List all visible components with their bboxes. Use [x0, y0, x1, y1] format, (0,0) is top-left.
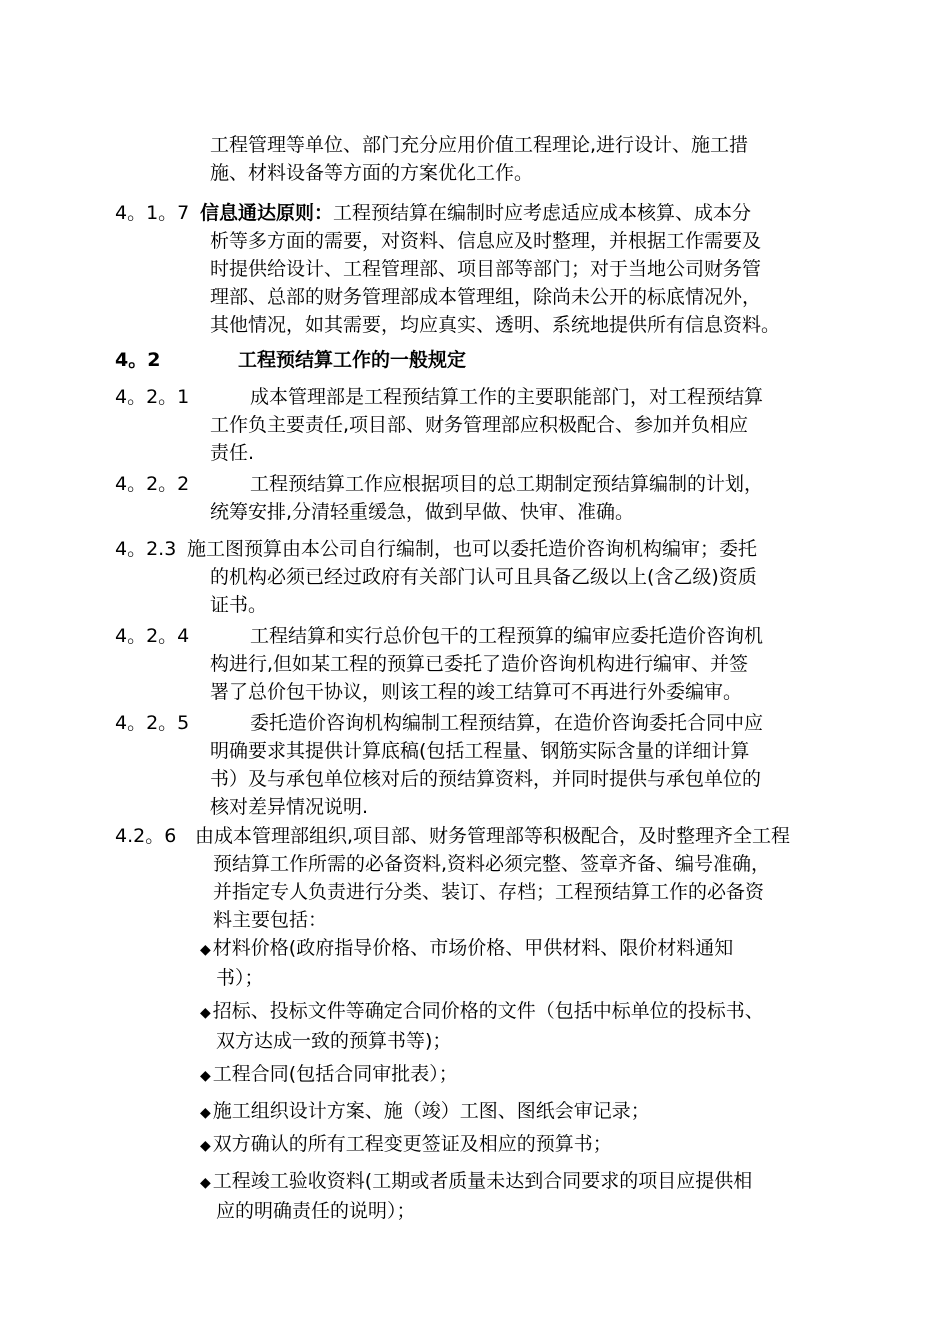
clause-4-2-6-body — [213, 850, 770, 934]
bullet-item-change-orders — [200, 1130, 612, 1160]
text-line: 由成本管理部组织,项目部、财务管理部等积极配合，及时整理齐全工程 — [195, 825, 791, 847]
text-line: 其他情况，如其需要，均应真实、透明、系统地提供所有信息资料。 — [210, 314, 781, 336]
text-line: 理部、总部的财务管理部成本管理组，除尚未公开的标底情况外， — [210, 286, 762, 308]
text-line: 工程预结算在编制时应考虑适应成本核算、成本分 — [333, 202, 752, 224]
text-line: 工程结算和实行总价包干的工程预算的编审应委托造价咨询机 — [250, 625, 764, 647]
intro-paragraph — [210, 131, 748, 187]
text-line: 责任. — [210, 442, 255, 464]
clause-number-4-1-7: 4。1。7 — [115, 202, 190, 224]
clause-number-4-2-3: 4。2.3 — [115, 538, 177, 560]
clause-4-1-7-first-line — [200, 199, 751, 227]
text-line: 施、材料设备等方面的方案优化工作。 — [210, 162, 534, 184]
text-line: 施工图预算由本公司自行编制，也可以委托造价咨询机构编审；委托 — [187, 538, 758, 560]
diamond-bullet-icon: ◆ — [200, 1175, 211, 1191]
clause-4-2-2-first-line — [250, 470, 763, 498]
diamond-bullet-icon: ◆ — [200, 1005, 211, 1021]
bullet-item-contract — [200, 1060, 458, 1090]
clause-4-2-4-first-line — [250, 622, 763, 650]
clause-number-4-2-2: 4。2。2 — [115, 473, 190, 495]
bullet-item-material-prices — [200, 934, 733, 992]
clause-4-2-5-body — [210, 737, 761, 821]
text-line: 双方达成一致的预算书等)； — [216, 1030, 452, 1052]
bullet-item-construction-plan — [200, 1097, 650, 1127]
text-line: 书）及与承包单位核对后的预结算资料，并同时提供与承包单位的 — [210, 768, 762, 790]
text-line: 料主要包括： — [213, 909, 328, 931]
clause-4-2-1-first-line — [250, 383, 763, 411]
clause-number-4-2-1: 4。2。1 — [115, 386, 190, 408]
clause-4-2-3-first-line — [187, 535, 757, 563]
text-line: 明确要求其提供计算底稿(包括工程量、钢筋实际含量的详细计算 — [210, 740, 750, 762]
text-line: 统筹安排,分清轻重缓急，做到早做、快审、准确。 — [210, 501, 635, 523]
text-line: 书）； — [216, 967, 264, 989]
text-line: 证书。 — [210, 594, 268, 616]
text-line: 工程管理等单位、部门充分应用价值工程理论,进行设计、施工措 — [210, 134, 749, 156]
clause-number-4-2-6: 4.2。6 — [115, 825, 177, 847]
text-line: 工程合同(包括合同审批表）； — [212, 1063, 458, 1085]
diamond-bullet-icon: ◆ — [200, 1105, 211, 1121]
section-heading: 工程预结算工作的一般规定 — [238, 349, 467, 371]
text-line: 并指定专人负责进行分类、装订、存档；工程预结算工作的必备资 — [213, 881, 765, 903]
clause-4-2-4-body — [210, 650, 748, 706]
diamond-bullet-icon: ◆ — [200, 1068, 211, 1084]
clause-number-4-2-4: 4。2。4 — [115, 625, 190, 647]
clause-4-1-7-body — [210, 227, 780, 339]
bullet-item-acceptance-records — [200, 1167, 752, 1225]
clause-4-2-5-first-line — [250, 709, 763, 737]
text-line: 的机构必须已经过政府有关部门认可且具备乙级以上(含乙级)资质 — [210, 566, 757, 588]
text-line: 应的明确责任的说明）； — [216, 1200, 416, 1222]
text-line: 析等多方面的需要，对资料、信息应及时整理，并根据工作需要及 — [210, 230, 762, 252]
text-line: 工程竣工验收资料(工期或者质量未达到合同要求的项目应提供相 — [212, 1170, 753, 1192]
text-line: 委托造价咨询机构编制工程预结算，在造价咨询委托合同中应 — [250, 712, 764, 734]
text-line: 署了总价包干协议，则该工程的竣工结算可不再进行外委编审。 — [210, 681, 743, 703]
clause-4-2-1-body — [210, 411, 748, 467]
clause-4-2-6-first-line — [195, 822, 790, 850]
clause-title: 信息通达原则： — [200, 202, 334, 224]
clause-number-4-2-5: 4。2。5 — [115, 712, 190, 734]
text-line: 施工组织设计方案、施（竣）工图、图纸会审记录； — [212, 1100, 650, 1122]
text-line: 核对差异情况说明. — [210, 796, 369, 818]
text-line: 材料价格(政府指导价格、市场价格、甲供材料、限价材料通知 — [212, 937, 734, 959]
text-line: 招标、投标文件等确定合同价格的文件（包括中标单位的投标书、 — [212, 1000, 764, 1022]
text-line: 构进行,但如某工程的预算已委托了造价咨询机构进行编审、并签 — [210, 653, 749, 675]
diamond-bullet-icon: ◆ — [200, 1138, 211, 1154]
clause-4-2-2-body — [210, 498, 634, 526]
clause-4-2-3-body — [210, 563, 757, 619]
diamond-bullet-icon: ◆ — [200, 942, 211, 958]
text-line: 双方确认的所有工程变更签证及相应的预算书； — [212, 1133, 612, 1155]
bullet-item-tender-documents — [200, 997, 764, 1055]
text-line: 预结算工作所需的必备资料,资料必须完整、签章齐备、编号准确， — [213, 853, 771, 875]
section-number-4-2: 4。2 — [115, 349, 161, 371]
text-line: 时提供给设计、工程管理部、项目部等部门；对于当地公司财务管 — [210, 258, 762, 280]
text-line: 成本管理部是工程预结算工作的主要职能部门，对工程预结算 — [250, 386, 764, 408]
text-line: 工程预结算工作应根据项目的总工期制定预结算编制的计划， — [250, 473, 764, 495]
text-line: 工作负主要责任,项目部、财务管理部应积极配合、参加并负相应 — [210, 414, 749, 436]
